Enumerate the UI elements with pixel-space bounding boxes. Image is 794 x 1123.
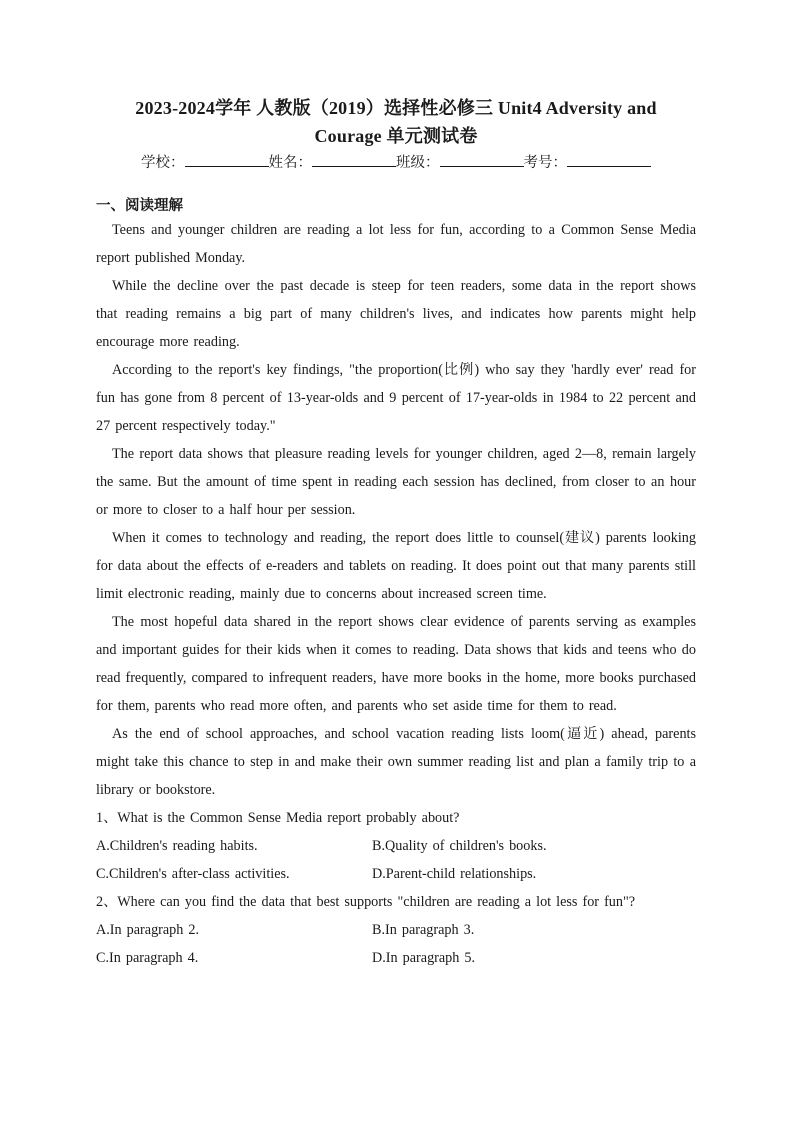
question-1 <box>96 804 696 888</box>
title-line-1: 2023-2024学年 人教版（2019）选择性必修三 Unit4 Adversity and <box>135 98 657 118</box>
option-a[interactable]: A.In paragraph 2. <box>96 922 200 938</box>
question-2 <box>96 888 696 972</box>
passage-paragraph: Teens and younger children are reading a lot less for fun, according to a Common Sense Media report published Monday. <box>96 222 696 266</box>
option-d[interactable]: D.Parent-child relationships. <box>372 866 537 882</box>
passage-paragraph: The report data shows that pleasure reading levels for younger children, aged 2—8, remain largely the same. But the amount of time spent in reading each session has declined, from closer to an hour or more to closer to a half hour per session. <box>96 446 696 518</box>
class-label: 班级： <box>396 155 440 171</box>
class-blank[interactable] <box>440 152 524 167</box>
option-b[interactable]: B.Quality of children's books. <box>372 838 547 854</box>
exam-title <box>96 94 696 150</box>
exam-page <box>96 94 696 972</box>
option-c[interactable]: C.Children's after-class activities. <box>96 866 290 882</box>
name-label: 姓名： <box>268 155 312 171</box>
question-options <box>96 832 696 888</box>
question-stem: 1、What is the Common Sense Media report probably about? <box>96 810 460 826</box>
school-blank[interactable] <box>185 152 269 167</box>
exam-number-blank[interactable] <box>567 152 651 167</box>
option-c[interactable]: C.In paragraph 4. <box>96 950 199 966</box>
school-label: 学校： <box>141 155 185 171</box>
name-blank[interactable] <box>312 152 396 167</box>
passage-paragraph: As the end of school approaches, and school vacation reading lists loom(逼近) ahead, parents might take this chance to step in and make their own summer reading list and plan a family trip to a library or bookstore. <box>96 726 696 798</box>
passage-paragraph: While the decline over the past decade is steep for teen readers, some data in the report shows that reading remains a big part of many children's lives, and indicates how parents might help encourage more reading. <box>96 278 696 350</box>
option-d[interactable]: D.In paragraph 5. <box>372 950 476 966</box>
passage-paragraph: The most hopeful data shared in the report shows clear evidence of parents serving as examples and important guides for their kids when it comes to reading. Data shows that kids and teens who do read frequently, compared to infrequent readers, have more books in the home, more books purchased for them, parents who read more often, and parents who set aside time for them to read. <box>96 614 696 714</box>
passage-paragraph: According to the report's key findings, "the proportion(比例) who say they 'hardly ever' read for fun has gone from 8 percent of 13-year-olds and 9 percent of 17-year-olds in 1984 to 22 percent and 27 percent respectively today." <box>96 362 696 434</box>
section-heading: 一、阅读理解 <box>96 198 183 214</box>
student-info-fields <box>96 152 696 174</box>
question-stem: 2、Where can you find the data that best supports "children are reading a lot less for fun"? <box>96 894 636 910</box>
question-options <box>96 916 696 972</box>
option-b[interactable]: B.In paragraph 3. <box>372 922 475 938</box>
passage-paragraph: When it comes to technology and reading, the report does little to counsel(建议) parents looking for data about the effects of e-readers and tablets on reading. It does point out that many parents still limit electronic reading, mainly due to concerns about increased screen time. <box>96 530 696 602</box>
title-line-2: Courage 单元测试卷 <box>314 126 478 146</box>
option-a[interactable]: A.Children's reading habits. <box>96 838 258 854</box>
exam-number-label: 考号： <box>523 155 567 171</box>
reading-passage <box>96 216 696 804</box>
